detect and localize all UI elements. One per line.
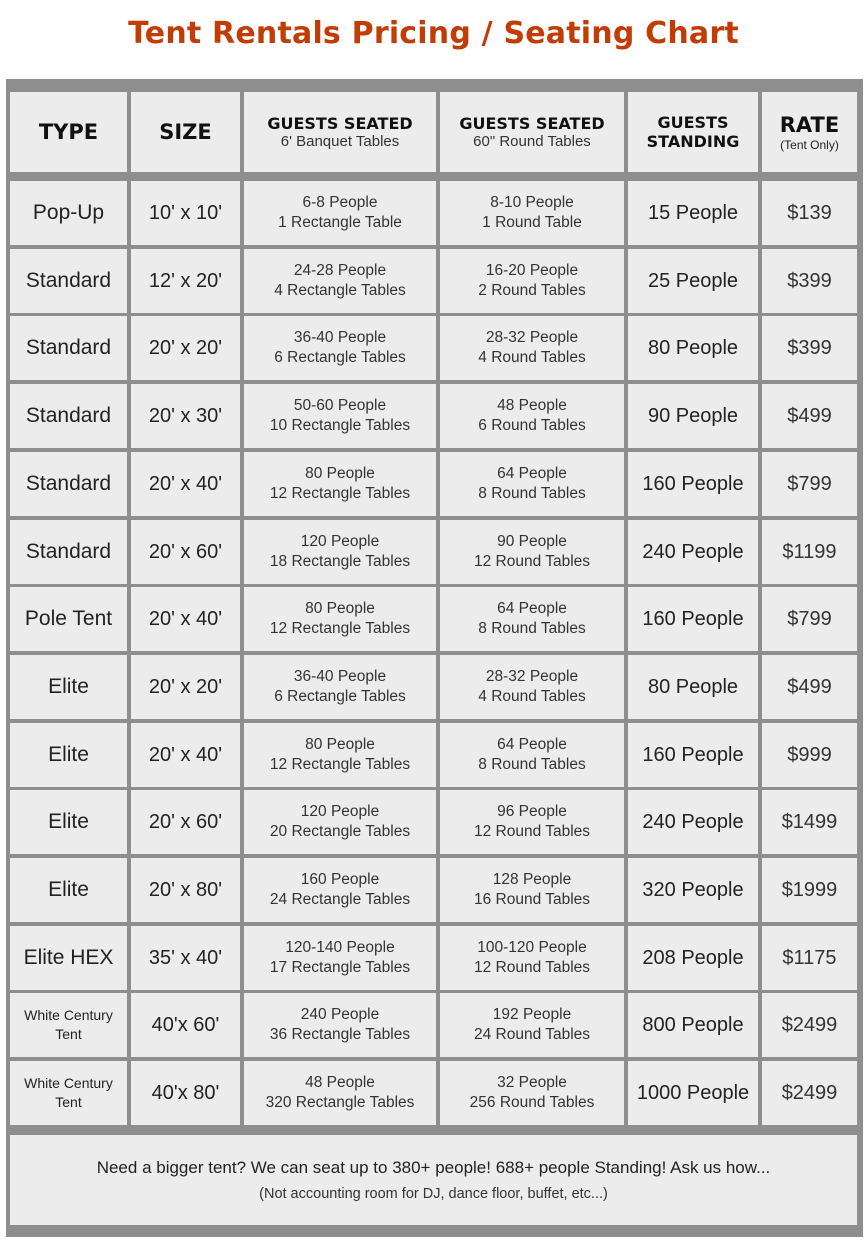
tent-type: Standard [25,404,112,427]
round-tables: 24 Round Tables [473,1026,591,1043]
cell-rate [762,858,857,922]
cell-type [10,181,127,245]
rate-price: $399 [787,269,832,292]
round-tables: 1 Round Table [482,214,582,231]
tent-size: 12' x 20' [148,269,223,292]
tent-type: Elite [48,878,89,901]
cell-standing [628,181,758,245]
banquet-people: 80 People [305,465,375,482]
cell-standing [628,723,758,787]
banquet-people: 48 People [305,1074,375,1091]
tent-type: Elite [48,743,89,766]
tent-size: 20' x 30' [148,404,223,427]
cell-size [131,384,240,448]
tent-size: 40'x 60' [151,1013,220,1036]
cell-banquet [244,316,436,380]
cell-type [10,520,127,584]
header-rate [762,92,857,172]
cell-type [10,1061,127,1125]
cell-size [131,181,240,245]
round-people: 28-32 People [485,668,579,685]
cell-banquet [244,858,436,922]
cell-rate [762,993,857,1057]
cell-round [440,723,624,787]
rate-price: $999 [787,743,832,766]
round-tables: 8 Round Tables [478,620,586,637]
cell-type [10,790,127,854]
footer-note [10,1135,857,1225]
cell-round [440,858,624,922]
cell-standing [628,655,758,719]
banquet-tables: 17 Rectangle Tables [269,959,411,976]
standing-capacity: 90 People [647,404,739,427]
standing-capacity: 1000 People [636,1081,750,1104]
banquet-people: 6-8 People [302,194,378,211]
cell-size [131,858,240,922]
cell-banquet [244,655,436,719]
cell-rate [762,790,857,854]
banquet-people: 120 People [300,533,380,550]
cell-rate [762,520,857,584]
cell-rate [762,316,857,380]
tent-size: 20' x 20' [148,336,223,359]
banquet-tables: 4 Rectangle Tables [274,282,406,299]
page-title: Tent Rentals Pricing / Seating Chart [128,16,739,51]
header-banquet [244,92,436,172]
cell-standing [628,926,758,990]
cell-size [131,926,240,990]
round-people: 64 People [497,465,567,482]
cell-type [10,655,127,719]
round-tables: 6 Round Tables [478,417,586,434]
footer-line-2: (Not accounting room for DJ, dance floor, buffet, etc...) [259,1186,608,1202]
header-round-sub: 60" Round Tables [473,133,591,150]
round-people: 64 People [497,736,567,753]
rate-price: $1499 [781,810,838,833]
cell-banquet [244,520,436,584]
banquet-tables: 1 Rectangle Table [278,214,402,231]
standing-capacity: 15 People [647,201,739,224]
round-tables: 12 Round Tables [473,823,591,840]
cell-type [10,926,127,990]
tent-size: 10' x 10' [148,201,223,224]
banquet-people: 80 People [305,600,375,617]
cell-round [440,316,624,380]
cell-rate [762,723,857,787]
cell-rate [762,452,857,516]
rate-price: $399 [787,336,832,359]
cell-size [131,249,240,313]
round-people: 16-20 People [485,262,579,279]
round-tables: 12 Round Tables [473,553,591,570]
header-banquet-title: GUESTS SEATED [267,114,413,133]
tent-type: White Century Tent [24,1007,113,1042]
cell-rate [762,1061,857,1125]
round-people: 100-120 People [477,939,587,956]
cell-size [131,452,240,516]
tent-type: Standard [25,472,112,495]
round-tables: 8 Round Tables [478,756,586,773]
cell-banquet [244,993,436,1057]
header-banquet-sub: 6' Banquet Tables [280,133,400,150]
cell-round [440,1061,624,1125]
banquet-tables: 18 Rectangle Tables [269,553,411,570]
banquet-people: 120 People [300,803,380,820]
cell-rate [762,181,857,245]
footer-line-1: Need a bigger tent? We can seat up to 380+ people! 688+ people Standing! Ask us how... [96,1158,771,1177]
rate-price: $799 [787,472,832,495]
tent-type: Standard [25,336,112,359]
banquet-people: 240 People [300,1006,380,1023]
banquet-tables: 12 Rectangle Tables [269,756,411,773]
round-people: 28-32 People [485,329,579,346]
cell-type [10,452,127,516]
round-tables: 2 Round Tables [478,282,586,299]
header-type [10,92,127,172]
rate-price: $499 [787,675,832,698]
cell-type [10,384,127,448]
header-size [131,92,240,172]
cell-banquet [244,181,436,245]
rate-price: $1175 [782,946,837,969]
standing-capacity: 25 People [647,269,739,292]
cell-rate [762,926,857,990]
tent-type: White Century Tent [24,1075,113,1110]
rate-price: $1999 [781,878,838,901]
cell-size [131,520,240,584]
banquet-people: 24-28 People [293,262,387,279]
cell-standing [628,316,758,380]
standing-capacity: 208 People [642,946,744,969]
standing-capacity: 240 People [642,810,744,833]
cell-standing [628,1061,758,1125]
cell-round [440,790,624,854]
tent-size: 20' x 60' [148,540,223,563]
header-standing-line2: STANDING [646,132,740,151]
cell-standing [628,993,758,1057]
cell-round [440,520,624,584]
cell-size [131,316,240,380]
tent-type: Elite [48,810,89,833]
round-people: 96 People [497,803,567,820]
round-people: 192 People [492,1006,572,1023]
cell-round [440,926,624,990]
rate-price: $1199 [782,540,837,563]
cell-standing [628,587,758,651]
round-people: 90 People [497,533,567,550]
tent-type: Standard [25,269,112,292]
rate-price: $139 [787,201,832,224]
cell-round [440,587,624,651]
banquet-tables: 10 Rectangle Tables [269,417,411,434]
banquet-tables: 24 Rectangle Tables [269,891,411,908]
header-rate-sub: (Tent Only) [780,137,839,152]
banquet-tables: 6 Rectangle Tables [274,688,406,705]
cell-banquet [244,1061,436,1125]
standing-capacity: 160 People [642,472,744,495]
cell-standing [628,858,758,922]
rate-price: $499 [787,404,832,427]
tent-size: 40'x 80' [151,1081,220,1104]
rate-price: $2499 [781,1081,838,1104]
standing-capacity: 320 People [642,878,744,901]
round-tables: 12 Round Tables [473,959,591,976]
standing-capacity: 240 People [642,540,744,563]
tent-size: 35' x 40' [148,946,223,969]
cell-standing [628,452,758,516]
cell-banquet [244,926,436,990]
banquet-tables: 36 Rectangle Tables [269,1026,411,1043]
tent-type: Standard [25,540,112,563]
tent-size: 20' x 40' [148,607,223,630]
cell-rate [762,249,857,313]
cell-round [440,181,624,245]
cell-size [131,587,240,651]
standing-capacity: 80 People [647,675,739,698]
round-people: 8-10 People [490,194,574,211]
tent-type: Pole Tent [24,607,113,630]
cell-type [10,587,127,651]
cell-rate [762,587,857,651]
cell-round [440,452,624,516]
banquet-people: 80 People [305,736,375,753]
cell-round [440,993,624,1057]
standing-capacity: 160 People [642,743,744,766]
round-people: 64 People [497,600,567,617]
round-people: 128 People [492,871,572,888]
banquet-people: 50-60 People [293,397,387,414]
cell-banquet [244,790,436,854]
cell-standing [628,384,758,448]
cell-banquet [244,452,436,516]
rate-price: $2499 [781,1013,838,1036]
cell-standing [628,790,758,854]
round-tables: 8 Round Tables [478,485,586,502]
round-people: 32 People [497,1074,567,1091]
banquet-tables: 6 Rectangle Tables [274,349,406,366]
cell-round [440,655,624,719]
cell-banquet [244,587,436,651]
header-size-label: SIZE [159,120,212,144]
cell-standing [628,249,758,313]
banquet-people: 160 People [300,871,380,888]
cell-banquet [244,249,436,313]
cell-type [10,858,127,922]
header-standing-line1: GUESTS [657,113,729,132]
banquet-people: 120-140 People [285,939,395,956]
cell-size [131,993,240,1057]
round-tables: 256 Round Tables [469,1094,595,1111]
header-standing [628,92,758,172]
tent-type: Elite HEX [23,946,114,969]
cell-round [440,249,624,313]
round-tables: 4 Round Tables [478,688,586,705]
header-type-label: TYPE [38,120,99,144]
banquet-tables: 12 Rectangle Tables [269,620,411,637]
cell-rate [762,384,857,448]
cell-type [10,993,127,1057]
round-tables: 4 Round Tables [478,349,586,366]
cell-rate [762,655,857,719]
cell-type [10,723,127,787]
cell-banquet [244,723,436,787]
banquet-tables: 12 Rectangle Tables [269,485,411,502]
round-tables: 16 Round Tables [473,891,591,908]
tent-size: 20' x 80' [148,878,223,901]
tent-type: Elite [48,675,89,698]
standing-capacity: 800 People [642,1013,744,1036]
header-rate-title: RATE [779,112,840,137]
tent-size: 20' x 20' [148,675,223,698]
banquet-people: 36-40 People [293,329,387,346]
cell-banquet [244,384,436,448]
cell-type [10,316,127,380]
cell-round [440,384,624,448]
banquet-people: 36-40 People [293,668,387,685]
header-round [440,92,624,172]
cell-standing [628,520,758,584]
tent-size: 20' x 60' [148,810,223,833]
cell-type [10,249,127,313]
standing-capacity: 80 People [647,336,739,359]
rate-price: $799 [787,607,832,630]
round-people: 48 People [497,397,567,414]
standing-capacity: 160 People [642,607,744,630]
cell-size [131,1061,240,1125]
tent-size: 20' x 40' [148,472,223,495]
banquet-tables: 320 Rectangle Tables [265,1094,415,1111]
cell-size [131,723,240,787]
cell-size [131,790,240,854]
header-round-title: GUESTS SEATED [459,114,605,133]
banquet-tables: 20 Rectangle Tables [269,823,411,840]
tent-size: 20' x 40' [148,743,223,766]
tent-type: Pop-Up [32,201,105,224]
cell-size [131,655,240,719]
